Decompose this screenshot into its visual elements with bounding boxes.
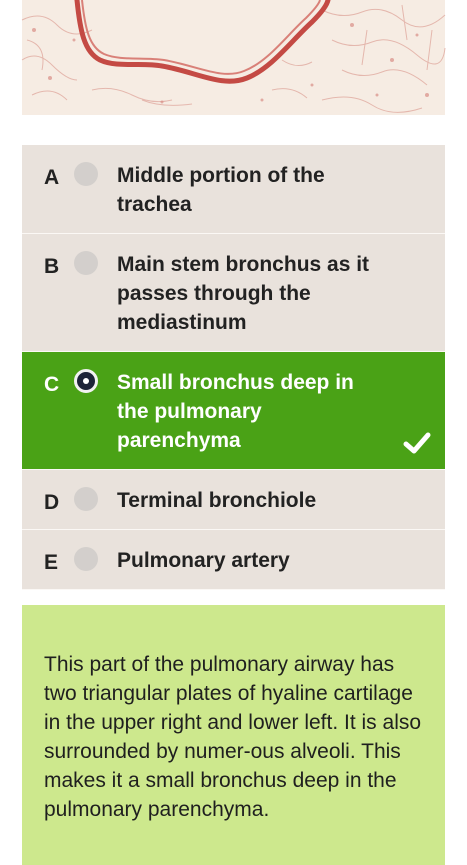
radio-button[interactable] [74,251,98,275]
explanation-text: This part of the pulmonary airway has two triangular plates of hyaline cartilage in the upper right and lower left. It is also surrounded by numer-ous alveoli. This makes it a small bronchus deep in the pulmonary parenchyma. [44,653,422,821]
option-b[interactable] [22,234,445,352]
histology-image [22,0,445,115]
option-e[interactable] [22,530,445,590]
option-letter: A [44,166,60,189]
check-icon [403,431,431,455]
option-text: Pulmonary artery [117,549,290,572]
explanation-panel [22,605,445,865]
answer-options [22,145,445,590]
radio-button[interactable] [74,162,98,186]
option-d[interactable] [22,470,445,530]
radio-button-selected[interactable] [74,369,98,393]
radio-button[interactable] [74,487,98,511]
histology-micrograph [22,0,445,115]
option-letter: C [44,373,60,396]
option-c[interactable] [22,352,445,470]
radio-button[interactable] [74,547,98,571]
option-text: Main stem bronchus as it passes through the mediastinum [117,253,370,334]
option-a[interactable] [22,145,445,234]
option-text: Small bronchus deep in the pulmonary parenchyma [117,371,354,452]
option-text: Middle portion of the trachea [117,164,325,216]
option-letter: D [44,491,60,514]
option-letter: B [44,255,60,278]
option-letter: E [44,551,59,574]
option-text: Terminal bronchiole [117,489,317,512]
